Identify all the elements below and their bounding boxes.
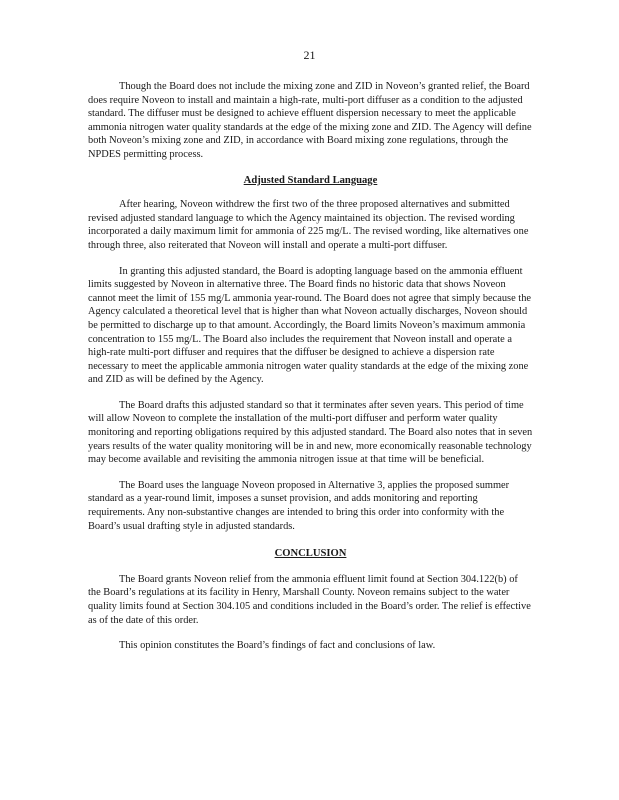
paragraph-mixing-zone: Though the Board does not include the mixing zone and ZID in Noveon’s granted relief, the Board does require Noveon to install and maintain a high-rate, multi-port diffuser as a condition to the adjusted standard. The diffuser must be designed to achieve effluent dispersion necessary to meet the applicable ammonia nitrogen water quality standards at the edge of the mixing zone and ZID. The Agency will define both Noveon’s mixing zone and ZID, in accordance with Board mixing zone regulations, through the NPDES permitting process. (88, 81, 532, 160)
paragraph-findings: This opinion constitutes the Board’s findings of fact and conclusions of law. (119, 640, 436, 652)
document-body (88, 80, 533, 665)
paragraph-seven-years: The Board drafts this adjusted standard so that it terminates after seven years. This period of time will allow Noveon to complete the installation of the multi-port diffuser and perform water quality monitoring and reporting obligations required by this adjusted standard. The Board also notes that in seven years results of the water quality monitoring will be in and new, more economically reasonable technology may become available and revisiting the ammonia nitrogen issue at that time will be beneficial. (88, 399, 533, 466)
heading-conclusion: CONCLUSION (274, 548, 347, 560)
paragraph-relief-granted: The Board grants Noveon relief from the ammonia effluent limit found at Section 304.122(b) of the Board’s regulations at its facility in Henry, Marshall County. Noveon remains subject to the water quality limits found at Section 304.105 and conditions included in the Board’s order. The relief is effective as of the date of this order. (88, 573, 531, 626)
paragraph-granting-standard: In granting this adjusted standard, the Board is adopting language based on the ammonia effluent limits suggested by Noveon in alternative three. The Board finds no historic data that shows Noveon cannot meet the limit of 155 mg/L ammonia year-round. The Board does not agree that simply because the Agency calculated a theoretical level that is higher than what Noveon actually discharges, Noveon should be permitted to discharge up to that amount. Accordingly, the Board limits Noveon’s maximum ammonia concentration to 155 mg/L. The Board also includes the requirement that Noveon install and operate a high-rate multi-port diffuser and requires that the diffuser be designed to achieve a dispersion rate necessary to meet the applicable ammonia nitrogen water quality standards at the edge of the mixing zone and ZID as will be defined by the Agency. (88, 265, 531, 386)
paragraph-alternative-3: The Board uses the language Noveon proposed in Alternative 3, applies the proposed summer standard as a year-round limit, imposes a sunset provision, and adds monitoring and reporting requirements. Any non-substantive changes are intended to bring this order into conformity with the Board’s usual drafting style in adjusted standards. (88, 479, 510, 532)
paragraph-after-hearing: After hearing, Noveon withdrew the first two of the three proposed alternatives and submitted revised adjusted standard language to which the Agency maintained its objection. The revised wording incorporated a daily maximum limit for ammonia of 225 mg/L. The revised wording, like alternatives one through three, also reiterated that Noveon will install and operate a multi-port diffuser. (88, 199, 529, 251)
heading-adjusted-standard-language: Adjusted Standard Language (243, 174, 378, 186)
page-number: 21 (303, 48, 316, 62)
